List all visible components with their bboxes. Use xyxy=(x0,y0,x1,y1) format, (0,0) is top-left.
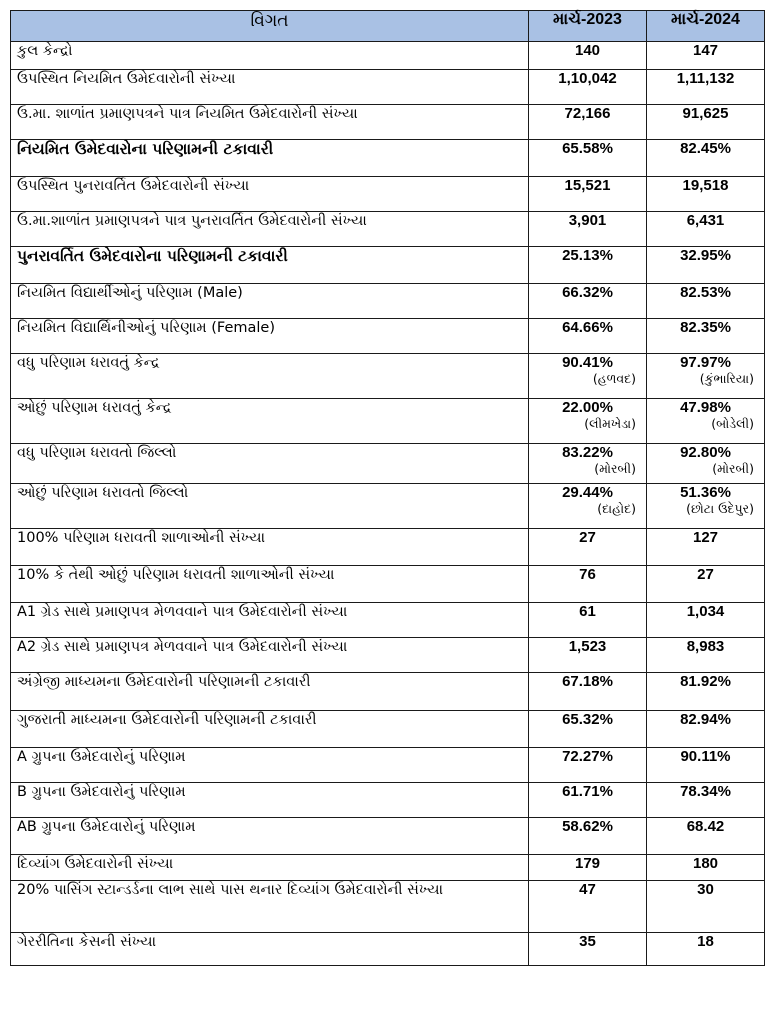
value-location-note: (દાહોદ) xyxy=(597,501,636,516)
row-label: ઓછું પરિણામ ધરાવતો જિલ્લો xyxy=(11,484,529,529)
table-row xyxy=(11,42,765,70)
value-2024 xyxy=(647,818,765,855)
row-label: પુનરાવર્તિત ઉમેદવારોના પરિણામની ટકાવારી xyxy=(11,247,529,284)
value-main: 65.58% xyxy=(562,140,613,157)
value-2023 xyxy=(529,284,647,319)
value-main: 92.80% xyxy=(680,444,731,461)
table-row xyxy=(11,783,765,818)
value-2024 xyxy=(647,484,765,529)
value-2023 xyxy=(529,673,647,711)
table-row xyxy=(11,177,765,212)
value-main: 1,10,042 xyxy=(558,70,617,87)
row-label: નિયમિત વિદ્યાર્થિનીઓનું પરિણામ (Female) xyxy=(11,319,529,354)
table-row xyxy=(11,70,765,105)
value-2023 xyxy=(529,529,647,566)
value-main: 15,521 xyxy=(564,177,611,194)
value-main: 47.98% xyxy=(680,399,731,416)
header-year-2023: માર્ચ-2023 xyxy=(529,11,647,42)
row-label: A ગ્રુપના ઉમેદવારોનું પરિણામ xyxy=(11,748,529,783)
value-2023 xyxy=(529,444,647,484)
value-2024 xyxy=(647,933,765,966)
value-location-note: (લીમખેડા) xyxy=(584,416,636,431)
table-row xyxy=(11,354,765,399)
value-2024 xyxy=(647,70,765,105)
table-row xyxy=(11,444,765,484)
value-2024 xyxy=(647,319,765,354)
row-label: ગેરરીતિના કેસની સંખ્યા xyxy=(11,933,529,966)
value-location-note: (હળવદ) xyxy=(592,371,636,386)
value-main: 68.42 xyxy=(686,818,725,835)
value-2023 xyxy=(529,70,647,105)
value-location-note: (કુંભારિયા) xyxy=(699,371,754,386)
table-row xyxy=(11,711,765,748)
row-label: વધુ પરિણામ ધરાવતું કેન્દ્ર xyxy=(11,354,529,399)
value-location-note: (મોરબી) xyxy=(712,461,754,476)
table-row xyxy=(11,566,765,603)
value-main: 179 xyxy=(574,855,601,872)
value-2024 xyxy=(647,673,765,711)
value-main: 25.13% xyxy=(562,247,613,264)
value-main: 83.22% xyxy=(562,444,613,461)
value-2024 xyxy=(647,855,765,881)
row-label: 20% પાસિંગ સ્ટાન્ડર્ડના લાભ સાથે પાસ થનાર દિવ્યાંગ ઉમેદવારોની સંખ્યા xyxy=(11,881,529,933)
value-2023 xyxy=(529,354,647,399)
value-2024 xyxy=(647,881,765,933)
value-2024 xyxy=(647,247,765,284)
value-2023 xyxy=(529,603,647,638)
value-location-note: (બોડેલી) xyxy=(711,416,754,431)
value-main: 66.32% xyxy=(562,284,613,301)
row-label: B ગ્રુપના ઉમેદવારોનું પરિણામ xyxy=(11,783,529,818)
table-row xyxy=(11,105,765,140)
value-main: 19,518 xyxy=(682,177,729,194)
value-main: 82.35% xyxy=(680,319,731,336)
value-main: 27 xyxy=(697,566,714,583)
value-main: 140 xyxy=(574,42,601,59)
value-main: 65.32% xyxy=(562,711,613,728)
value-2024 xyxy=(647,748,765,783)
value-main: 8,983 xyxy=(686,638,725,655)
value-2023 xyxy=(529,855,647,881)
value-2024 xyxy=(647,177,765,212)
value-location-note: (મોરબી) xyxy=(594,461,636,476)
value-main: 147 xyxy=(692,42,719,59)
row-label: A1 ગ્રેડ સાથે પ્રમાણપત્ર મેળવવાને પાત્ર ઉમેદવારોની સંખ્યા xyxy=(11,603,529,638)
row-label: દિવ્યાંગ ઉમેદવારોની સંખ્યા xyxy=(11,855,529,881)
row-label: 100% પરિણામ ધરાવતી શાળાઓની સંખ્યા xyxy=(11,529,529,566)
table-row xyxy=(11,818,765,855)
value-2023 xyxy=(529,319,647,354)
table-row xyxy=(11,881,765,933)
table-row xyxy=(11,529,765,566)
value-main: 29.44% xyxy=(562,484,613,501)
row-label: નિયમિત ઉમેદવારોના પરિણામની ટકાવારી xyxy=(11,140,529,177)
value-2024 xyxy=(647,444,765,484)
table-row xyxy=(11,284,765,319)
value-main: 47 xyxy=(579,881,596,898)
table-row xyxy=(11,484,765,529)
value-main: 180 xyxy=(692,855,719,872)
value-location-note: (છોટા ઉદેપુર) xyxy=(686,501,754,516)
header-row xyxy=(11,11,765,42)
value-main: 3,901 xyxy=(568,212,607,229)
value-2024 xyxy=(647,354,765,399)
table-row xyxy=(11,673,765,711)
value-2024 xyxy=(647,566,765,603)
table-row xyxy=(11,212,765,247)
value-2023 xyxy=(529,818,647,855)
table-row xyxy=(11,319,765,354)
value-2024 xyxy=(647,140,765,177)
value-2023 xyxy=(529,881,647,933)
value-2024 xyxy=(647,212,765,247)
row-label: ઉ.મા.શાળાંત પ્રમાણપત્રને પાત્ર પુનરાવર્તિત ઉમેદવારોની સંખ્યા xyxy=(11,212,529,247)
value-main: 6,431 xyxy=(686,212,725,229)
value-2024 xyxy=(647,42,765,70)
table-row xyxy=(11,933,765,966)
value-2023 xyxy=(529,247,647,284)
value-main: 35 xyxy=(579,933,596,950)
row-label: ઓછું પરિણામ ધરાવતું કેન્દ્ર xyxy=(11,399,529,444)
table-row xyxy=(11,855,765,881)
value-2024 xyxy=(647,529,765,566)
value-main: 58.62% xyxy=(562,818,613,835)
value-main: 72.27% xyxy=(562,748,613,765)
value-main: 90.11% xyxy=(680,748,731,765)
value-main: 61 xyxy=(579,603,596,620)
value-main: 32.95% xyxy=(680,247,731,264)
table-row xyxy=(11,748,765,783)
value-2024 xyxy=(647,399,765,444)
value-main: 61.71% xyxy=(562,783,613,800)
table-row xyxy=(11,399,765,444)
value-2024 xyxy=(647,711,765,748)
value-main: 27 xyxy=(579,529,596,546)
value-main: 97.97% xyxy=(680,354,731,371)
value-main: 67.18% xyxy=(562,673,613,690)
value-main: 82.45% xyxy=(680,140,731,157)
value-2023 xyxy=(529,399,647,444)
row-label: AB ગ્રુપના ઉમેદવારોનું પરિણામ xyxy=(11,818,529,855)
value-main: 127 xyxy=(692,529,719,546)
value-2024 xyxy=(647,105,765,140)
row-label: ઉપસ્થિત નિયમિત ઉમેદવારોની સંખ્યા xyxy=(11,70,529,105)
row-label: ઉપસ્થિત પુનરાવર્તિત ઉમેદવારોની સંખ્યા xyxy=(11,177,529,212)
value-2024 xyxy=(647,783,765,818)
results-table xyxy=(10,10,765,966)
value-main: 78.34% xyxy=(680,783,731,800)
row-label: અંગ્રેજી માધ્યમના ઉમેદવારોની પરિણામની ટકાવારી xyxy=(11,673,529,711)
value-2023 xyxy=(529,42,647,70)
value-2024 xyxy=(647,284,765,319)
table-row xyxy=(11,603,765,638)
value-2023 xyxy=(529,212,647,247)
value-2023 xyxy=(529,105,647,140)
table-row xyxy=(11,140,765,177)
value-main: 18 xyxy=(697,933,714,950)
value-2023 xyxy=(529,484,647,529)
row-label: 10% કે તેથી ઓછું પરિણામ ધરાવતી શાળાઓની સંખ્યા xyxy=(11,566,529,603)
value-main: 76 xyxy=(579,566,596,583)
row-label: A2 ગ્રેડ સાથે પ્રમાણપત્ર મેળવવાને પાત્ર ઉમેદવારોની સંખ્યા xyxy=(11,638,529,673)
value-2023 xyxy=(529,933,647,966)
value-2023 xyxy=(529,748,647,783)
value-main: 1,11,132 xyxy=(676,70,735,87)
value-2023 xyxy=(529,783,647,818)
value-2023 xyxy=(529,177,647,212)
value-main: 90.41% xyxy=(562,354,613,371)
value-main: 1,523 xyxy=(568,638,607,655)
row-label: નિયમિત વિદ્યાર્થીઓનું પરિણામ (Male) xyxy=(11,284,529,319)
row-label: ઉ.મા. શાળાંત પ્રમાણપત્રને પાત્ર નિયમિત ઉમેદવારોની સંખ્યા xyxy=(11,105,529,140)
header-year-2024: માર્ચ-2024 xyxy=(647,11,765,42)
value-main: 72,166 xyxy=(564,105,611,122)
value-main: 64.66% xyxy=(562,319,613,336)
value-2024 xyxy=(647,603,765,638)
table-row xyxy=(11,638,765,673)
value-2023 xyxy=(529,566,647,603)
table-row xyxy=(11,247,765,284)
value-main: 51.36% xyxy=(680,484,731,501)
value-main: 1,034 xyxy=(686,603,725,620)
header-particulars: વિગત xyxy=(11,11,529,42)
table-body xyxy=(11,42,765,966)
value-main: 22.00% xyxy=(562,399,613,416)
value-main: 91,625 xyxy=(682,105,729,122)
value-2023 xyxy=(529,140,647,177)
value-2023 xyxy=(529,638,647,673)
value-main: 81.92% xyxy=(680,673,731,690)
value-main: 82.94% xyxy=(680,711,731,728)
row-label: કુલ કેન્દ્રો xyxy=(11,42,529,70)
value-main: 30 xyxy=(697,881,714,898)
value-main: 82.53% xyxy=(680,284,731,301)
value-2024 xyxy=(647,638,765,673)
row-label: ગુજરાતી માધ્યમના ઉમેદવારોની પરિણામની ટકાવારી xyxy=(11,711,529,748)
row-label: વધુ પરિણામ ધરાવતો જિલ્લો xyxy=(11,444,529,484)
value-2023 xyxy=(529,711,647,748)
